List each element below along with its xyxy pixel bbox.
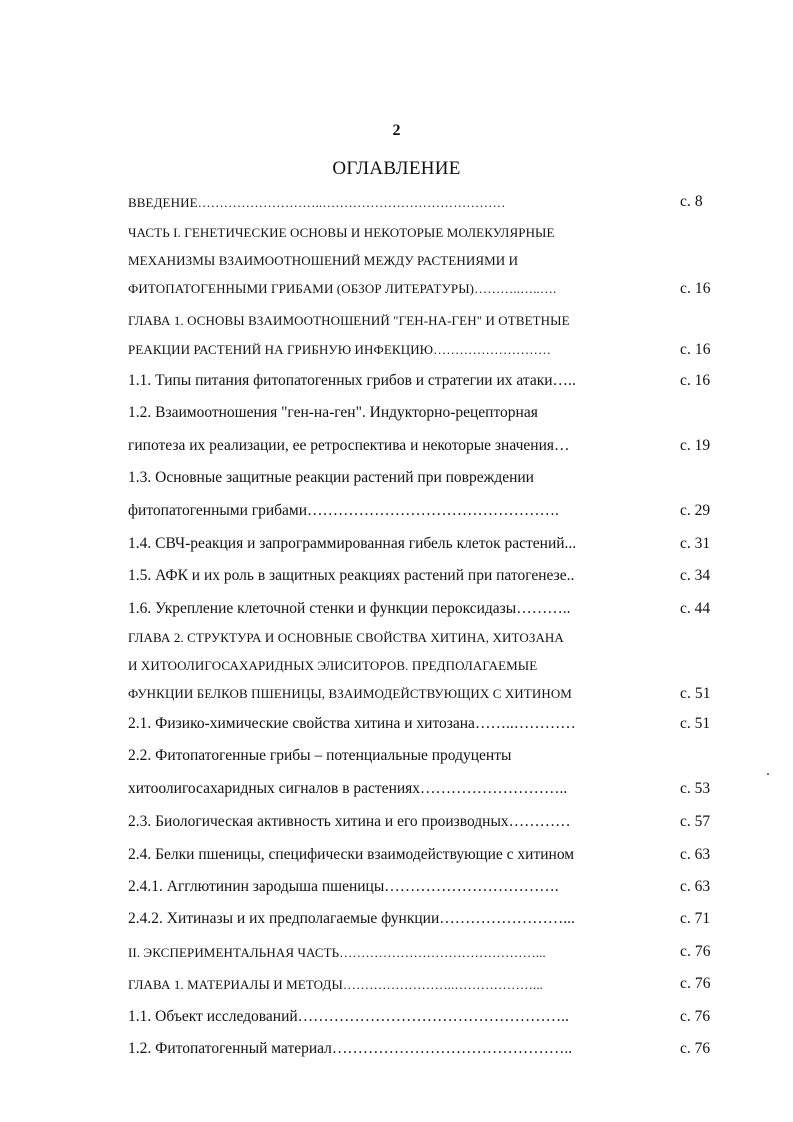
toc-entry-page: с. 34 [680, 567, 711, 584]
toc-entry-page: с. 51 [680, 685, 711, 702]
toc-entry-page: с. 71 [680, 910, 711, 927]
toc-entry-page: с. 19 [680, 437, 711, 454]
toc-entry-text: 1.6. Укрепление клеточной стенки и функции пероксидазы……….. [128, 600, 571, 617]
toc-entry-page: с. 76 [680, 943, 711, 960]
toc-entry-text: 2.2. Фитопатогенные грибы – потенциальные продуценты [128, 747, 512, 764]
toc-entry-page: с. 76 [680, 1008, 711, 1025]
toc-entry-text: РЕАКЦИИ РАСТЕНИЙ НА ГРИБНУЮ ИНФЕКЦИЮ……………………… [128, 342, 552, 357]
toc-entry-page: с. 16 [680, 372, 711, 389]
toc-entry-text: 1.1. Объект исследований…………………………………………….. [128, 1008, 569, 1025]
toc-entry-text: хитоолигосахаридных сигналов в растениях……………………….. [128, 780, 568, 797]
toc-entry-text: 2.4.2. Хитиназы и их предполагаемые функции……………………... [128, 910, 575, 927]
toc-entry-text: ГЛАВА 1. МАТЕРИАЛЫ И МЕТОДЫ……………………..………………... [128, 977, 544, 992]
toc-entry-text: 2.4. Белки пшеницы, специфически взаимодействующие с хитином [128, 846, 575, 863]
toc-entry-page: с. 76 [680, 1040, 711, 1057]
toc-entry-text: 2.3. Биологическая активность хитина и его производных………… [128, 813, 571, 830]
toc-entry-page: с. 76 [680, 975, 711, 992]
toc-entry-text: 2.1. Физико-химические свойства хитина и хитозана……..………… [128, 715, 576, 732]
toc-entry-page: с. 63 [680, 878, 711, 895]
toc-title: ОГЛАВЛЕНИЕ [332, 158, 461, 179]
toc-entry-page: с. 29 [680, 502, 711, 519]
toc-entry-text: 1.4. СВЧ-реакция и запрограммированная гибель клеток растений... [128, 535, 577, 552]
toc-entry-text: И ХИТООЛИГОСАХАРИДНЫХ ЭЛИСИТОРОВ. ПРЕДПОЛАГАЕМЫЕ [128, 658, 538, 673]
toc-entry-text: ЧАСТЬ I. ГЕНЕТИЧЕСКИЕ ОСНОВЫ И НЕКОТОРЫЕ МОЛЕКУЛЯРНЫЕ [128, 225, 555, 240]
toc-entry-text: II. ЭКСПЕРИМЕНТАЛЬНАЯ ЧАСТЬ………………………………………... [128, 945, 546, 960]
toc-entry-page: с. 63 [680, 846, 711, 863]
toc-entry-page: с. 16 [680, 280, 711, 297]
toc-entry-text: 1.2. Взаимоотношения "ген-на-ген". Индукторно-рецепторная [128, 404, 538, 421]
scan-speck [767, 773, 769, 775]
toc-entry-page: с. 8 [680, 193, 703, 210]
toc-entry-page: с. 44 [680, 600, 711, 617]
toc-entry-text: 1.5. АФК и их роль в защитных реакциях растений при патогенезе.. [128, 567, 575, 584]
toc-entry-page: с. 51 [680, 715, 711, 732]
toc-entry-text: ФУНКЦИИ БЕЛКОВ ПШЕНИЦЫ, ВЗАИМОДЕЙСТВУЮЩИХ С ХИТИНОМ [128, 686, 572, 701]
toc-entry-text: ГЛАВА 2. СТРУКТУРА И ОСНОВНЫЕ СВОЙСТВА ХИТИНА, ХИТОЗАНА [128, 630, 564, 645]
toc-entry-text: гипотеза их реализации, ее ретроспектива и некоторые значения… [128, 437, 570, 454]
toc-entry-text: ФИТОПАТОГЕННЫМИ ГРИБАМИ (ОБЗОР ЛИТЕРАТУРЫ)………..…..…. [128, 281, 557, 296]
toc-entry-text: фитопатогенными грибами…………………………………………. [128, 502, 559, 519]
toc-entry-page: с. 53 [680, 780, 711, 797]
toc-entry-page: с. 31 [680, 535, 711, 552]
page-number: 2 [392, 122, 401, 139]
toc-entry-text: ВВЕДЕНИЕ………………………..…………………………………… [128, 195, 506, 210]
toc-entry-text: 2.4.1. Агглютинин зародыша пшеницы……………………………. [128, 878, 559, 895]
toc-entry-page: с. 16 [680, 341, 711, 358]
toc-entry-text: 1.1. Типы питания фитопатогенных грибов и стратегии их атаки….. [128, 372, 576, 389]
toc-entry-text: 1.2. Фитопатогенный материал……………………………………….. [128, 1040, 573, 1057]
toc-entry-text: МЕХАНИЗМЫ ВЗАИМООТНОШЕНИЙ МЕЖДУ РАСТЕНИЯМИ И [128, 253, 519, 268]
toc-entry-text: ГЛАВА 1. ОСНОВЫ ВЗАИМООТНОШЕНИЙ "ГЕН-НА-ГЕН" И ОТВЕТНЫЕ [128, 313, 570, 328]
toc-entry-page: с. 57 [680, 813, 711, 830]
toc-entry-text: 1.3. Основные защитные реакции растений при повреждении [128, 469, 534, 486]
